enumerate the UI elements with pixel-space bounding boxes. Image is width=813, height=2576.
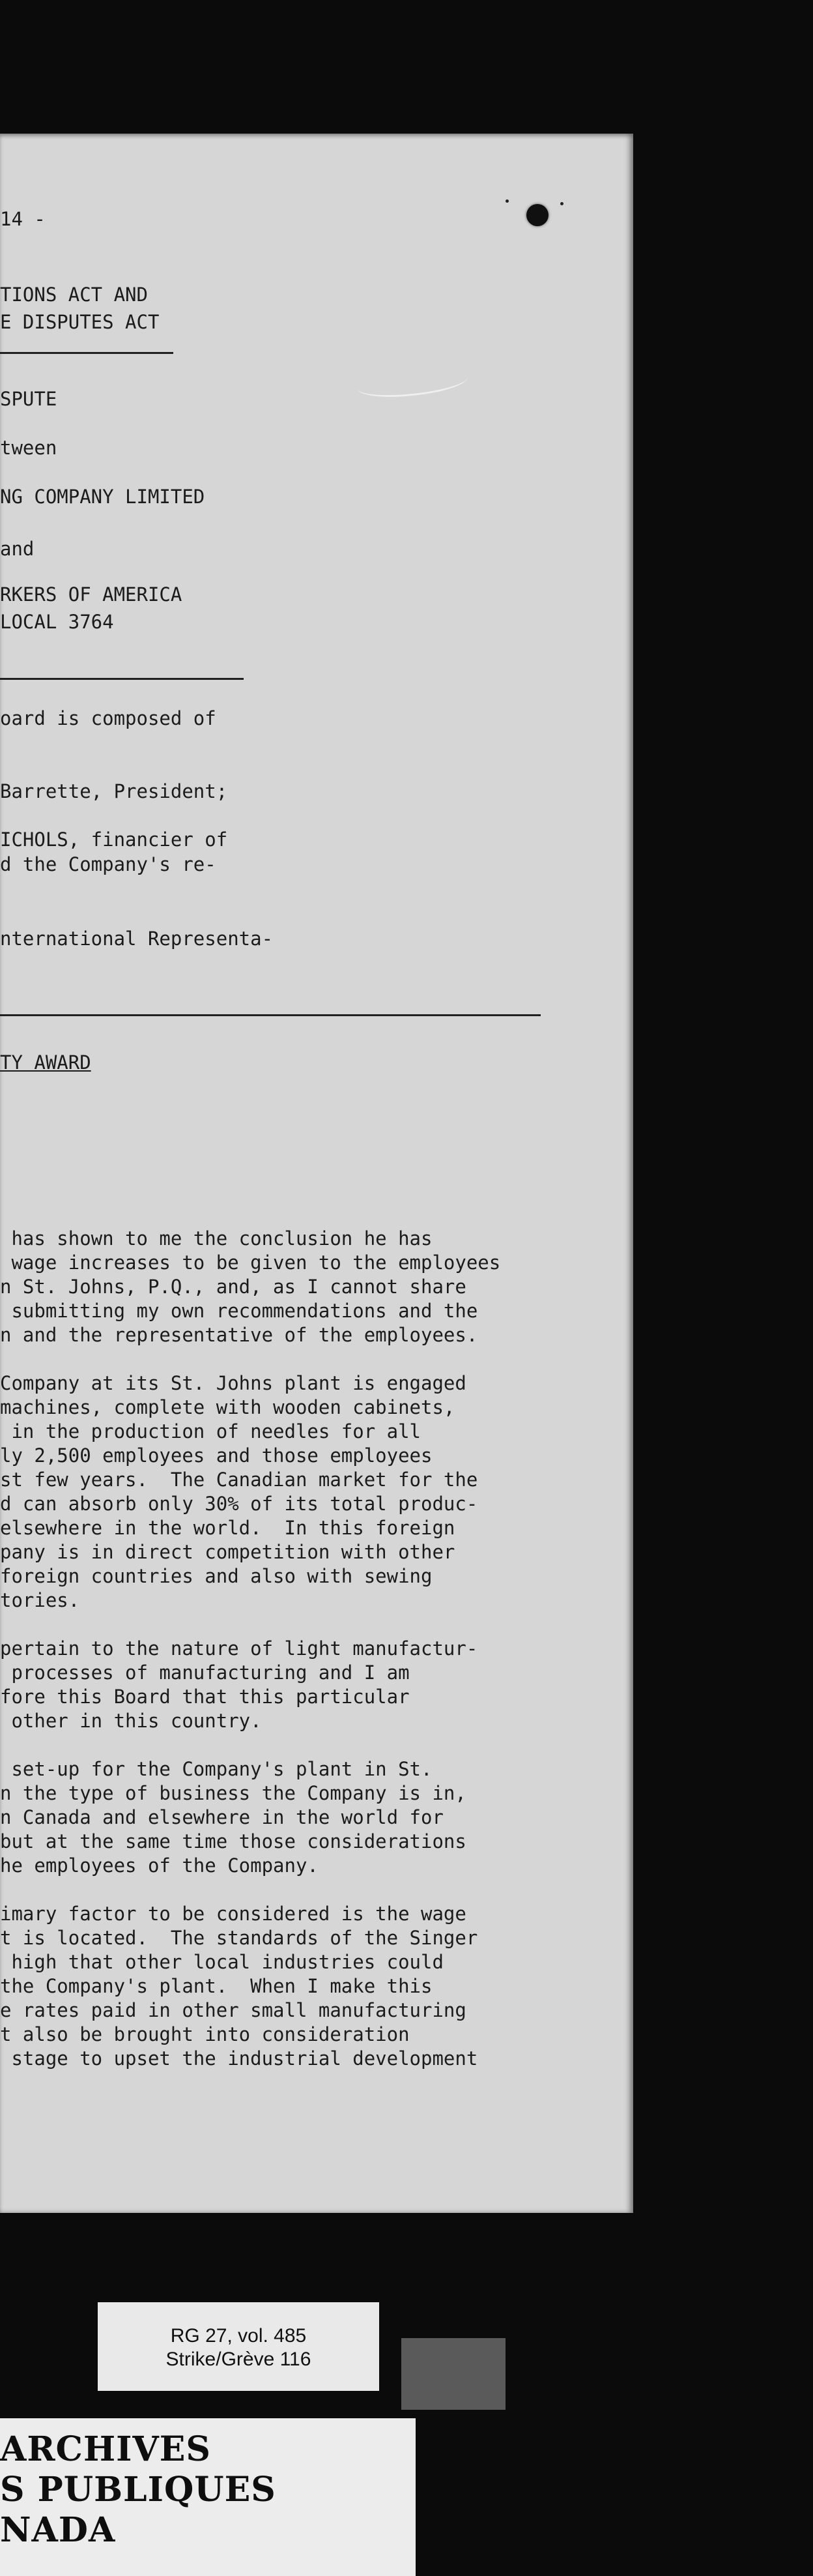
text-line: wage increases to be given to the employees [0, 1251, 501, 1274]
archives-stamp-line: ARCHIVES [0, 2429, 211, 2469]
text-line: st few years. The Canadian market for the [0, 1469, 478, 1491]
and-label: and [0, 538, 35, 560]
text-line: t also be brought into consideration [0, 2023, 410, 2045]
text-line: n St. Johns, P.Q., and, as I cannot share [0, 1276, 466, 1298]
between-label: tween [0, 437, 57, 459]
text-line: has shown to me the conclusion he has [0, 1227, 433, 1250]
ink-dot [506, 199, 509, 203]
text-line: pany is in direct competition with other [0, 1541, 455, 1563]
text-line: other in this country. [0, 1710, 262, 1732]
archive-reference-label [98, 2302, 379, 2391]
label-shadow-box [401, 2338, 506, 2410]
union-local: LOCAL 3764 [0, 611, 114, 633]
page-number: 14 - [0, 208, 46, 230]
section-rule [0, 1014, 541, 1016]
board-member: nternational Representa- [0, 928, 274, 950]
text-line: submitting my own recommendations and the [0, 1300, 478, 1322]
text-line: he employees of the Company. [0, 1854, 319, 1877]
text-line: processes of manufacturing and I am [0, 1661, 410, 1684]
text-line: d can absorb only 30% of its total produc- [0, 1493, 478, 1515]
text-line: Company at its St. Johns plant is engaged [0, 1372, 466, 1394]
text-line: t is located. The standards of the Singer [0, 1927, 478, 1949]
text-line: e rates paid in other small manufacturing [0, 1999, 466, 2021]
section-rule [0, 678, 244, 680]
dispute-label: SPUTE [0, 388, 57, 410]
text-line: imary factor to be considered is the wage [0, 1903, 466, 1925]
text-line: n the type of business the Company is in, [0, 1782, 466, 1804]
award-title: TY AWARD [0, 1051, 91, 1074]
board-intro: oard is composed of [0, 707, 216, 729]
strike-reference: Strike/Grève 116 [165, 2349, 311, 2370]
ink-dot [560, 202, 563, 205]
board-member: d the Company's re- [0, 853, 216, 875]
text-line: pertain to the nature of light manufactur- [0, 1637, 478, 1660]
union-name: RKERS OF AMERICA [0, 583, 182, 606]
text-line: fore this Board that this particular [0, 1686, 410, 1708]
act-title-line: E DISPUTES ACT [0, 311, 160, 333]
text-line: foreign countries and also with sewing [0, 1565, 433, 1587]
text-line: high that other local industries could [0, 1951, 444, 1973]
board-member: Barrette, President; [0, 780, 228, 802]
act-title-line: TIONS ACT AND [0, 284, 148, 306]
text-line: but at the same time those considerations [0, 1830, 466, 1852]
text-line: stage to upset the industrial development [0, 2047, 478, 2070]
company-name: NG COMPANY LIMITED [0, 486, 205, 508]
text-line: tories. [0, 1589, 80, 1611]
text-line: set-up for the Company's plant in St. [0, 1758, 433, 1780]
record-group-reference: RG 27, vol. 485 [170, 2325, 307, 2347]
text-line: the Company's plant. When I make this [0, 1975, 433, 1997]
text-line: n Canada and elsewhere in the world for [0, 1806, 444, 1828]
archives-stamp-line: S PUBLIQUES [0, 2470, 276, 2510]
text-line: machines, complete with wooden cabinets, [0, 1396, 455, 1418]
archives-stamp [0, 2418, 416, 2576]
text-line: ly 2,500 employees and those employees [0, 1444, 433, 1467]
heading-rule [0, 352, 173, 354]
text-line: elsewhere in the world. In this foreign [0, 1517, 455, 1539]
text-line: in the production of needles for all [0, 1420, 421, 1442]
board-member: ICHOLS, financier of [0, 828, 228, 851]
text-line: n and the representative of the employees. [0, 1324, 478, 1346]
archives-stamp-line: NADA [0, 2510, 116, 2550]
punch-hole-mark [526, 204, 549, 226]
